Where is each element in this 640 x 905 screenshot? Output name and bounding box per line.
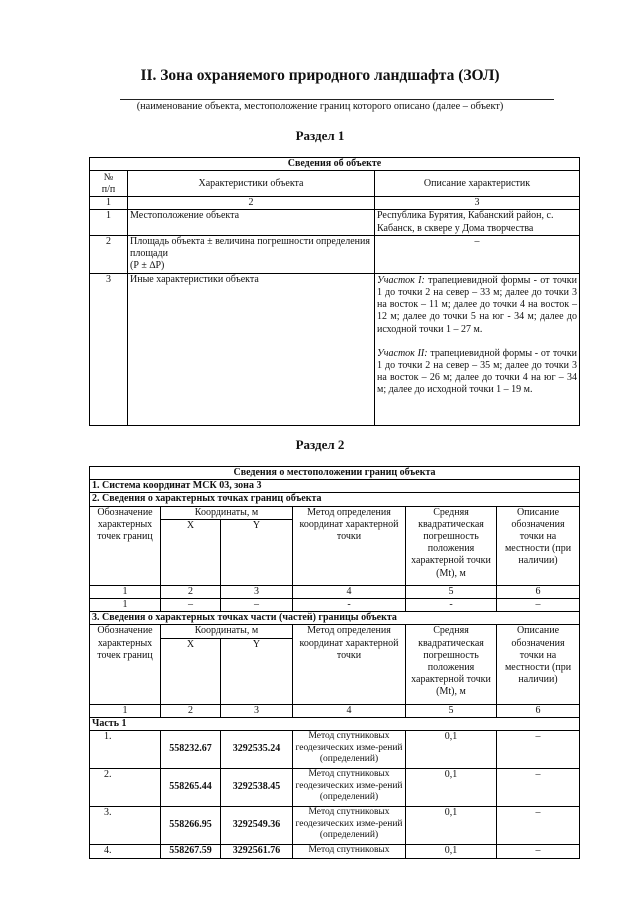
header-error: Средняя квадратическая погрешность положения характерной точки (Mt), м: [406, 625, 497, 704]
index-cell: 1: [90, 585, 161, 598]
table-row: [90, 210, 580, 235]
section-1-title: Раздел 1: [295, 128, 345, 143]
coord-system: 1. Система координат МСК 03, зона 3: [90, 480, 580, 493]
row-value: Республика Бурятия, Кабанский район, с. Кабанск, в сквере у Дома творчества: [375, 210, 580, 235]
part-point-number: 1.: [90, 731, 161, 769]
part-point-description: –: [497, 845, 580, 859]
plot-2-description: [377, 348, 577, 397]
object-info-table-title: Сведения об объекте: [90, 158, 580, 171]
index-cell: 5: [406, 704, 497, 717]
title-underline: [120, 99, 554, 100]
part-point-method: Метод спутниковых геодезических изме-рений (определений): [293, 807, 406, 845]
header-designation: Обозначение характерных точек границ: [90, 625, 161, 704]
plot-1-text: трапециевидной формы - от точки 1 до точки 2 на север – 33 м; далее до точки 3 на восток – 11 м; далее до точки 4 на восток – 12 м; далее до точки 5 на юг - 34 м; далее до исходной точки 1 – 27 м.: [377, 274, 578, 335]
table-row: [90, 273, 580, 425]
header-description: Описание обозначения точки на местности (при наличии): [497, 625, 580, 704]
part-point-x: 558232.67: [161, 731, 221, 769]
header-x: X: [161, 638, 221, 704]
index-cell: 5: [406, 585, 497, 598]
row-num: 2: [90, 235, 128, 273]
table-row: [90, 807, 580, 845]
index-cell: 1: [90, 197, 128, 210]
point-description: –: [497, 599, 580, 612]
index-cell: 6: [497, 704, 580, 717]
plot-2-label: Участок II:: [377, 347, 428, 359]
plot-2-text: трапециевидной формы - от точки 1 до точки 2 на север – 35 м; далее до точки 3 на восток – 26 м; далее до точки 4 на юг – 34 м; далее до исходной точки 1 – 19 м.: [377, 347, 578, 396]
row-name: Площадь объекта ± величина погрешности определения площади (Р ± ∆Р): [128, 235, 375, 273]
plot-1-label: Участок I:: [377, 274, 425, 286]
header-x: X: [161, 519, 221, 585]
index-cell: 4: [293, 704, 406, 717]
title-caption: (наименование объекта, местоположение границ которого описано (далее – объект): [136, 101, 504, 112]
part-point-method: Метод спутниковых геодезических изме-рений (определений): [293, 731, 406, 769]
section-2-title: Раздел 2: [295, 437, 345, 452]
row-name: Местоположение объекта: [128, 210, 375, 235]
part-point-x: 558266.95: [161, 807, 221, 845]
part-point-number: 3.: [90, 807, 161, 845]
index-cell: 3: [221, 585, 293, 598]
part-point-method: Метод спутниковых геодезических изме-рений (определений): [293, 769, 406, 807]
part-point-x: 558267.59: [161, 845, 221, 859]
header-coords: Координаты, м: [161, 625, 293, 638]
part-point-error: 0,1: [406, 807, 497, 845]
part-point-y: 3292549.36: [221, 807, 293, 845]
part-point-description: –: [497, 769, 580, 807]
header-description: Описание характеристик: [375, 171, 580, 197]
index-cell: 2: [128, 197, 375, 210]
object-info-table: [89, 157, 580, 426]
points-section-title: 2. Сведения о характерных точках границ объекта: [90, 493, 580, 506]
index-cell: 2: [161, 704, 221, 717]
part-point-method: Метод спутниковых: [293, 845, 406, 859]
point-number: 1: [90, 599, 161, 612]
part-point-y: 3292561.76: [221, 845, 293, 859]
boundary-location-table: [89, 466, 580, 859]
table-row: [90, 845, 580, 859]
row-name: Иные характеристики объекта: [128, 273, 375, 425]
header-designation: Обозначение характерных точек границ: [90, 506, 161, 585]
part-point-error: 0,1: [406, 769, 497, 807]
plot-1-description: [377, 274, 577, 336]
part-point-y: 3292538.45: [221, 769, 293, 807]
index-cell: 6: [497, 585, 580, 598]
header-error: Средняя квадратическая погрешность положения характерной точки (Mt), м: [406, 506, 497, 585]
header-characteristics: Характеристики объекта: [128, 171, 375, 197]
header-y: Y: [221, 638, 293, 704]
table-row: [90, 731, 580, 769]
index-cell: 3: [375, 197, 580, 210]
row-num: 1: [90, 210, 128, 235]
part-point-error: 0,1: [406, 731, 497, 769]
table-row: [90, 599, 580, 612]
header-method: Метод определения координат характерной точки: [293, 506, 406, 585]
part-point-y: 3292535.24: [221, 731, 293, 769]
part-point-x: 558265.44: [161, 769, 221, 807]
point-error: -: [406, 599, 497, 612]
parts-section-title: 3. Сведения о характерных точках части (частей) границы объекта: [90, 612, 580, 625]
document-title: II. Зона охраняемого природного ландшафта (ЗОЛ): [140, 67, 500, 84]
part-point-error: 0,1: [406, 845, 497, 859]
point-method: -: [293, 599, 406, 612]
header-method: Метод определения координат характерной точки: [293, 625, 406, 704]
point-y: –: [221, 599, 293, 612]
part-point-description: –: [497, 731, 580, 769]
boundary-table-title: Сведения о местоположении границ объекта: [90, 467, 580, 480]
table-row: [90, 235, 580, 273]
part-point-number: 2.: [90, 769, 161, 807]
row-value: [375, 273, 580, 425]
index-cell: 4: [293, 585, 406, 598]
index-cell: 2: [161, 585, 221, 598]
point-x: –: [161, 599, 221, 612]
table-row: [90, 769, 580, 807]
index-cell: 3: [221, 704, 293, 717]
part-label: Часть 1: [90, 717, 580, 730]
header-num: № п/п: [90, 171, 128, 197]
part-point-number: 4.: [90, 845, 161, 859]
row-num: 3: [90, 273, 128, 425]
row-value: –: [375, 235, 580, 273]
part-point-description: –: [497, 807, 580, 845]
index-cell: 1: [90, 704, 161, 717]
header-coords: Координаты, м: [161, 506, 293, 519]
header-y: Y: [221, 519, 293, 585]
header-description: Описание обозначения точки на местности (при наличии): [497, 506, 580, 585]
